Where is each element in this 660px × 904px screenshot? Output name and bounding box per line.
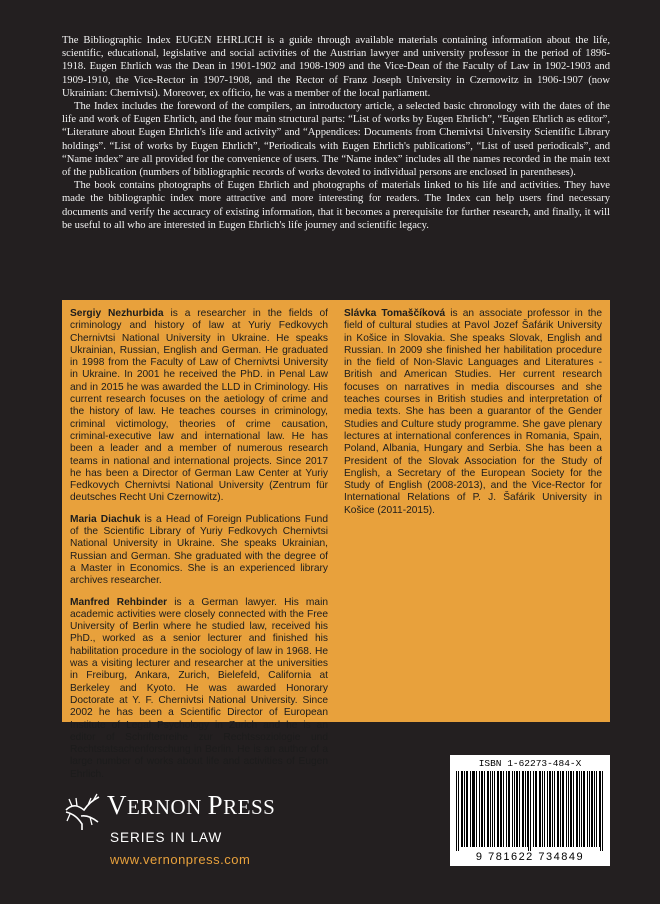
publisher-name (107, 790, 275, 821)
barcode-bar (525, 771, 526, 847)
bio-rehbinder-text: is a German lawyer. His main academic activities were closely connected with the Free University of Berlin where he studied law, received his PhD., worked as a senior lecturer and finished his habilitation procedure in the sociology of law in 1968. He was a visiting lecturer and researcher at the universities in Freiburg, Ankara, Zurich, Bielefeld, California at Berkeley and Kyoto. He was awarded Honorary Doctorate at Y. F. Chernivtsi National University. Since 2002 he has been a Scientific Director of European Institute of Legal Psychology in Zurich and he is an editor of Schriftenreihe zur Rechtssoziologie und Rechtstatsachenforschung in Berlin. He is an author of a large number of works about life and activities of Eugen Ehrlich. (70, 596, 328, 780)
barcode-bar (589, 771, 590, 847)
publisher-initial-p: P (207, 790, 224, 820)
barcode-bar (592, 771, 593, 847)
description-paragraph-2 (62, 100, 610, 179)
barcode-bar (474, 771, 475, 847)
bio-rehbinder-name: Manfred Rehbinder (70, 596, 168, 608)
barcode-bar (570, 771, 571, 847)
description-paragraph-1 (62, 34, 610, 100)
barcode-bar (577, 771, 578, 847)
description-paragraph-3-text: The book contains photographs of Eugen Ehrlich and photographs of materials linked to his life and activities. They have made the bibliographic index more attractive and more interesting for readers. The Index can help users find necessary documents and verify the accuracy of existing information, that it becomes a prerequisite for further research, and finally, it will be useful to all who are interested in Eugen Ehrlich's life journey and scientific legacy. (62, 180, 610, 231)
barcode-bar (522, 771, 523, 847)
barcode-bar (487, 771, 488, 847)
barcode-number: 9 781622 734849 (475, 851, 585, 863)
barcode-bar (558, 771, 559, 847)
barcode-bar (467, 771, 468, 847)
barcode-bar (503, 771, 504, 847)
barcode-bar (594, 771, 595, 847)
barcode-bar (542, 771, 543, 847)
book-description (62, 34, 610, 232)
barcode-bar (571, 771, 572, 847)
barcode-bar (573, 771, 574, 847)
barcode-bar (591, 771, 592, 847)
barcode-bar (473, 771, 474, 847)
bio-diachuk-name: Maria Diachuk (70, 513, 141, 525)
barcode-bar (501, 771, 502, 847)
barcode-bar (481, 771, 482, 847)
barcode-bar (517, 771, 518, 847)
bio-nezhurbida (70, 308, 328, 505)
publisher-rest-v: ERNON (127, 795, 208, 819)
barcode-bar (500, 771, 501, 847)
description-paragraph-3 (62, 179, 610, 232)
barcode-bar (600, 771, 601, 851)
bio-tomascikova-name: Slávka Tomaščíková (344, 308, 446, 319)
barcode-bar (544, 771, 545, 847)
barcode-bar (527, 771, 528, 847)
barcode-bar (458, 771, 459, 851)
barcode-bar (584, 771, 585, 847)
barcode-bar (470, 771, 471, 847)
barcode-bar (596, 771, 597, 847)
barcode-bar (554, 771, 555, 847)
barcode-bar (587, 771, 588, 847)
barcode-bar (599, 771, 600, 847)
barcode-bar (464, 771, 465, 847)
barcode-bar (560, 771, 561, 847)
bio-tomascikova (344, 308, 602, 517)
barcode-bar (494, 771, 495, 847)
barcode-bar (535, 771, 536, 847)
barcode-bar (490, 771, 491, 847)
barcode-bar (516, 771, 517, 847)
barcode-bar (557, 771, 558, 847)
isbn-label: ISBN 1-62273-484-X (478, 758, 582, 769)
barcode-bar (498, 771, 499, 847)
barcode-bar (462, 771, 463, 847)
barcode-bar (568, 771, 569, 847)
barcode-bar (456, 771, 457, 851)
barcode-bar (579, 771, 580, 847)
isbn-barcode (450, 755, 610, 866)
bio-nezhurbida-text: is a researcher in the fields of criminology and history of law at Yuriy Fedkovych Chernivtsi National University in Ukraine. He speaks Ukrainian, Russian, English and German. He graduated in 1998 from the Faculty of Law of Chernivtsi University in Ukraine. In 2001 he received the PhD. in Penal Law and in 2015 he was awarded the LLD in Criminology. His current research focuses on the aetiology of crime and the history of law. He teaches courses in criminology, criminal victimology, theories of crime causation, criminal-executive law and international law. He has been a leader and a member of numerous research teams in national and international projects. Since 2017 he has been a Director of German Law Center at Yuriy Fedkovych Chernivtsi National University (Zentrum für deutsches Recht Uni Czernowitz). (70, 308, 328, 504)
barcode-bar (552, 771, 553, 847)
barcode-bar (479, 771, 480, 847)
barcode-bar (482, 771, 483, 847)
vernon-tree-logo-icon (60, 790, 102, 832)
barcode-bar (514, 771, 515, 847)
barcode-bar (540, 771, 541, 847)
barcode-icon (456, 771, 604, 851)
bio-nezhurbida-name: Sergiy Nezhurbida (70, 308, 164, 319)
barcode-bar (583, 771, 584, 847)
barcode-bar (519, 771, 520, 847)
barcode-bar (533, 771, 534, 847)
barcode-bar (536, 771, 537, 847)
bio-diachuk-text: is a Head of Foreign Publications Fund of the Scientific Library of Yuriy Fedkovych Chernivtsi National University in Ukraine. She speaks Ukrainian, Russian and German. She graduated with the degree of a Master in Economics. She is an experienced library archives researcher. (70, 513, 328, 587)
barcode-bar (492, 771, 493, 847)
barcode-bar (602, 771, 603, 851)
barcode-bar (528, 771, 529, 851)
barcode-bar (566, 771, 567, 847)
bios-left-column (70, 308, 328, 780)
barcode-bar (509, 771, 510, 847)
barcode-bar (512, 771, 513, 847)
barcode-bar (530, 771, 531, 851)
barcode-bar (472, 771, 473, 847)
barcode-bar (539, 771, 540, 847)
barcode-bar (550, 771, 551, 847)
barcode-bar (581, 771, 582, 847)
barcode-bar (576, 771, 577, 847)
description-paragraph-2-text: The Index includes the foreword of the compilers, an introductory article, a selected basic chronology with the dates of the life and work of Eugen Ehrlich, and the four main structural parts: “List of works by Eugen Ehrlich”, “Eugen Ehrlich as editor”, “Literature about Eugen Ehrlich's life and activity” and “Appendices: Documents from Chernivtsi University Scientific Library holdings”. “List of works by Eugen Ehrlich”, “Periodicals with Eugen Ehrlich's publications”, “List of used periodicals”, and “Name index” are all provided for the convenience of users. The “Name index” includes all the names recorded in the main text of the publication (numbers of bibliographic records of works devoted to individual persons are enclosed in parentheses). (62, 101, 610, 179)
publisher-initial-v: V (107, 790, 127, 820)
barcode-bar (563, 771, 564, 847)
barcode-bar (508, 771, 509, 847)
bio-diachuk (70, 514, 328, 588)
bio-tomascikova-text: is an associate professor in the field of cultural studies at Pavol Jozef Šafárik University in Košice in Slovakia. She speaks Slovak, English and Russian. In 2009 she finished her habilitation procedure in the field of Non-Slavic Languages and Literatures - British and American Studies. Her current research focuses on narratives in media discourses and she teaches courses in British studies and interpretation of media texts. She has been a guarantor of the Gender Studies and Culture study programme. She gave plenary lectures at international conferences in Romania, Spain, Poland, Albania, Hungary and Serbia. She has been a President of the Slovak Association for the Study of English, a Secretary of the European Society for the Study of English (2008-2013), and the Vice-Rector for International Relations of P. J. Šafárik University in Košice (2011-2015). (344, 308, 602, 516)
bios-right-column (344, 308, 602, 722)
barcode-bar (562, 771, 563, 847)
barcode-bar (466, 771, 467, 847)
barcode-bar (484, 771, 485, 847)
barcode-bar (488, 771, 489, 847)
description-paragraph-1-text: The Bibliographic Index EUGEN EHRLICH is a guide through available materials containing information about the life, scientific, educational, legislative and social activities of the Austrian lawyer and university professor in the period of 1896-1918. Eugen Ehrlich was the Dean in 1901-1902 and 1908-1909 and the Vice-Dean of the Faculty of Law in 1902-1903 and 1909-1910, the Vice-Rector in 1907-1908, and the Rector of Franz Joseph University in Czernowitz in 1906-1907 (now Ukrainian: Chernivtsi). Moreover, ex officio, he was a member of the local parliament. (62, 35, 610, 99)
barcode-bar (476, 771, 477, 847)
barcode-bar (461, 771, 462, 847)
barcode-bar (523, 771, 524, 847)
bio-rehbinder (70, 597, 328, 781)
publisher-rest-p: RESS (223, 795, 276, 819)
publisher-website-link[interactable]: www.vernonpress.com (110, 852, 251, 867)
series-label: SERIES IN LAW (110, 830, 223, 845)
barcode-bar (547, 771, 548, 847)
barcode-bar (549, 771, 550, 847)
barcode-bar (506, 771, 507, 847)
barcode-bar (497, 771, 498, 847)
